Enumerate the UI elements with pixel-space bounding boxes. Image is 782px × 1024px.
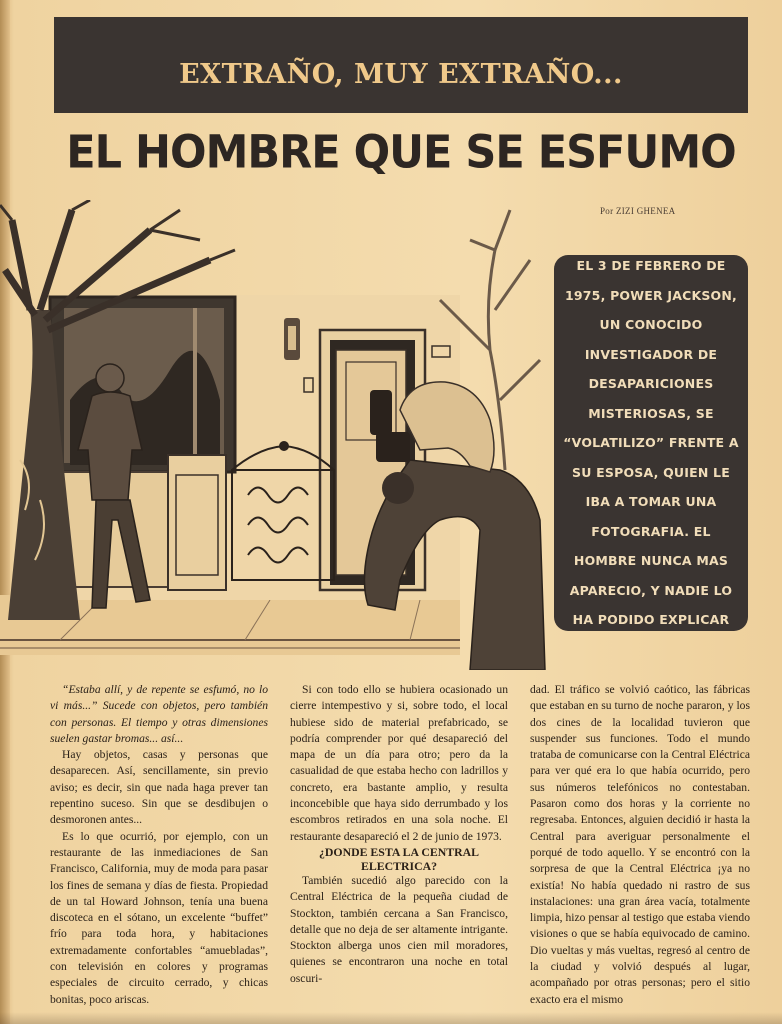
- kicker-banner: [54, 17, 748, 113]
- body-paragraph: Si con todo ello se hubiera ocasionado un cierre intempestivo y si, sobre todo, el local hubiese sido de material prefabricado, se podría comprender por qué desapareció del mapa de un día para otro; pero da la casualidad de que estaba hecho con ladrillos y concreto, era bastante amplio, y resulta inconcebible que haya sido derrumbado y los escombros retirados en una sola noche. El restaurante desapareció el 2 de junio de 1973.: [290, 683, 508, 843]
- body-paragraph: dad. El tráfico se volvió caótico, las fábricas que estaban en su turno de noche pararon, y los dos cines de la localidad tuvieron que suspender sus funciones. Todo el mundo trataba de comunicarse con la Central Eléctrica para ver qué era lo que había ocurrido, pero sus números telefónicos no contestaban. Pasaron como dos horas y la corriente no regresaba. Entonces, alguien decidió ir hasta la Central para averiguar personalmente el porqué de todo aquello. Y se encontró con la sorpresa de que la Central Eléctrica ¡ya no existía! No había quedado ni rastro de sus instalaciones: una gran área vacía, totalmente limpia, hizo pensar al testigo que estaba viendo visiones o que se había equivocado de camino. Dio vueltas y más vueltas, regresó al centro de la ciudad y volvió después al lugar, acompañado por otras personas; pero el sitio exacto era el mismo: [530, 683, 750, 1006]
- column-3: [530, 682, 750, 1008]
- article-kicker: EXTRAÑO, MUY EXTRAÑO...: [179, 58, 623, 90]
- page-bottom-edge: [0, 1012, 782, 1024]
- photographer-illustration: [0, 200, 560, 670]
- intro-paragraph: “Estaba allí, y de repente se esfumó, no lo vi más...” Sucede con objetos, pero también con personas. El tiempo y otras dimensiones suelen gastar bromas... así...: [50, 683, 268, 745]
- body-paragraph: Es lo que ocurrió, por ejemplo, con un restaurante de las inmediaciones de San Francisco, California, muy de moda para pasar los fines de semana y días de fiesta. Propiedad de un tal Howard Johnson, tenía una buena discoteca en el sótano, un excelente “buffet” frío para toda hora, y habitaciones extremadamente confortables “amuebladas”, con televisión en colores y programas especiales de circuito cerrado, y chicas bonitas, poco ariscas.: [50, 829, 268, 1006]
- body-paragraph: Hay objetos, casas y personas que desaparecen. Así, sencillamente, sin previo aviso; es decir, sin que nada haga prever tan repentino suceso. Sin que se desdibujen o desmoronen antes...: [50, 748, 268, 827]
- column-1: [50, 682, 268, 1008]
- section-subhead: ¿DONDE ESTA LA CENTRAL ELECTRICA?: [318, 844, 480, 873]
- teaser-box: [554, 255, 748, 631]
- article-headline: EL HOMBRE QUE SE ESFUMO: [66, 126, 736, 180]
- teaser-text: EL 3 DE FEBRERO DE 1975, POWER JACKSON, UN CONOCIDO INVESTIGADOR DE DESAPARICIONES MISTERIOSAS, SE “VOLATILIZO” FRENTE A SU ESPOSA, QUIEN LE IBA A TOMAR UNA FOTOGRAFIA. EL HOMBRE NUNCA MAS APARECIO, Y NADIE LO HA PODIDO EXPLICAR: [563, 258, 739, 628]
- camera: [370, 390, 392, 435]
- body-paragraph: También sucedió algo parecido con la Central Eléctrica de la pequeña ciudad de Stockton, también cercana a San Francisco, detalle que no deja de ser altamente intrigante. Stockton alberga unos cien mil moradores, quienes se encontraron una noche en total oscuri-: [290, 873, 508, 985]
- column-2: [290, 682, 508, 987]
- article-byline: Por ZIZI GHENEA: [600, 206, 676, 216]
